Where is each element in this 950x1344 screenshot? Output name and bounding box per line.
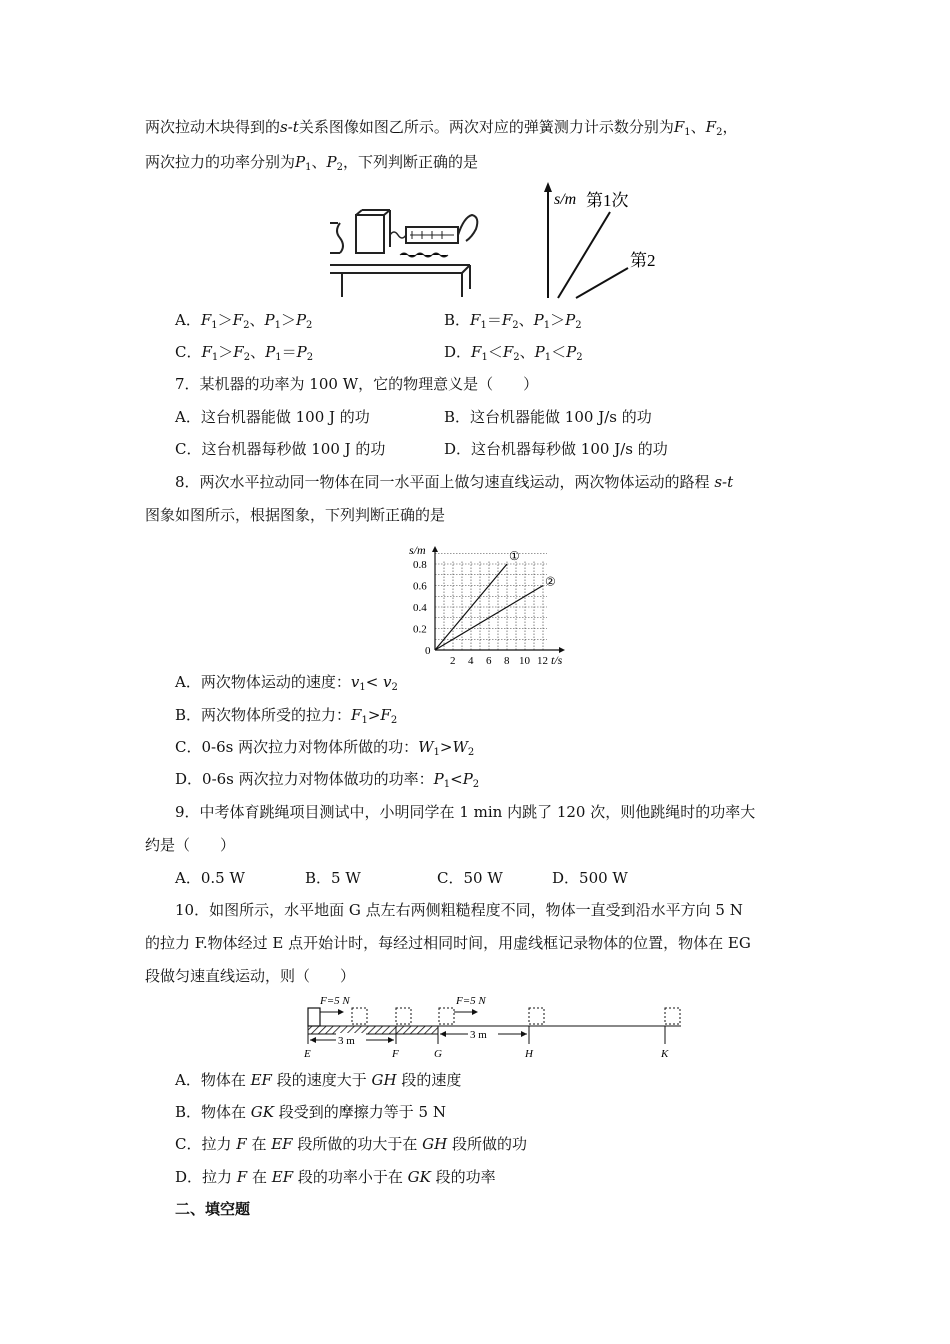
q8-origin-label: 0 [425,645,431,657]
point-h: H [525,1048,533,1060]
q6-stem-line1: 两次拉动木块得到的s-t关系图像如图乙所示。两次对应的弹簧测力计示数分别为$F_1$、$F_2$， [145,118,738,138]
q8-st-chart [400,532,580,664]
q6-stem-line2: 两次拉力的功率分别为$P_1$、$P_2$，下列判断正确的是 [145,153,478,173]
q10-option-d[interactable]: D．拉力 F 在 EF 段的功率小于在 GK 段的功率 [175,1168,496,1186]
q10-option-b[interactable]: B．物体在 GK 段受到的摩擦力等于 5 N [175,1103,446,1121]
q9-option-a[interactable]: A．0.5 W [175,869,245,887]
q10-stem-line3: 段做匀速直线运动，则（ ） [145,967,356,985]
dashed-position-box [529,1008,544,1024]
q7-option-d[interactable]: D．这台机器每秒做 100 J/s 的功 [444,440,668,458]
q6-axis-label: s/m [554,191,577,208]
dashed-position-box [352,1008,367,1024]
section-2-title: 二、填空题 [175,1200,251,1218]
dashed-position-box [439,1008,454,1024]
q10-motion-figure [296,992,691,1062]
q6-option-d[interactable]: D．$F_1<F_2$、$P_1<P_2$ [444,343,583,363]
force-arrow-2 [472,1009,478,1015]
object-box [308,1008,320,1026]
x-tick-label: 12 [537,655,548,664]
point-e: E [304,1048,311,1060]
q6-y-axis-arrow [544,182,552,192]
y-tick-label: 0.4 [413,602,427,614]
point-g: G [434,1048,442,1060]
q6-line-2 [576,268,628,298]
q10-option-c[interactable]: C．拉力 F 在 EF 段所做的功大于在 GH 段所做的功 [175,1135,527,1153]
q8-option-b[interactable]: B．两次物体所受的拉力：$F_1>F_2$ [175,706,398,726]
q8-y-label: s/m [409,543,426,557]
q9-option-d[interactable]: D．500 W [552,869,628,887]
x-tick-label: 10 [519,655,530,664]
rough-surface [308,1026,438,1034]
y-tick-label: 0.8 [413,559,427,571]
x-tick-label: 8 [504,655,510,664]
force-label-2: F=5 N [456,995,486,1007]
q7-option-a[interactable]: A．这台机器能做 100 J 的功 [175,408,370,426]
q7-option-b[interactable]: B．这台机器能做 100 J/s 的功 [444,408,652,426]
q8-stem-line2: 图象如图所示，根据图象，下列判断正确的是 [145,506,446,524]
dist-label-2: 3 m [470,1029,487,1041]
q6-st-graph [520,180,660,300]
dashed-position-box [665,1008,680,1024]
q8-stem-line1: 8．两次水平拉动同一物体在同一水平面上做匀速直线运动，两次物体运动的路程 s-t [175,473,734,491]
x-tick-label: 6 [486,655,492,664]
dist-label-1: 3 m [338,1035,355,1047]
q7-stem: 7．某机器的功率为 100 W，它的物理意义是（ ） [175,375,539,393]
q8-y-axis-arrow [432,546,438,552]
q9-stem-line1: 9．中考体育跳绳项目测试中，小明同学在 1 min 内跳了 120 次，则他跳绳时的功率大 [175,803,756,821]
q6-label-2: 第2 [630,251,656,270]
q8-x-label: t/s [551,653,563,664]
x-tick-label: 4 [468,655,474,664]
force-label-1: F=5 N [320,995,350,1007]
y-tick-label: 0.2 [413,623,427,636]
y-tick-label: 0.6 [413,580,427,593]
q8-option-c[interactable]: C．0-6s 两次拉力对物体所做的功：$W_1>W_2$ [175,738,475,758]
series-label-1: ① [509,549,520,563]
spring-scale-apparatus-figure [330,205,480,300]
q6-option-b[interactable]: B．$F_1=F_2$、$P_1>P_2$ [444,311,582,331]
q9-option-b[interactable]: B．5 W [305,869,361,887]
q9-stem-line2: 约是（ ） [145,836,236,854]
q10-option-a[interactable]: A．物体在 EF 段的速度大于 GH 段的速度 [175,1071,462,1089]
point-k: K [661,1048,669,1060]
q10-stem-line2: 的拉力 F.物体经过 E 点开始计时，每经过相同时间，用虚线框记录物体的位置，物体在 EG [145,934,751,952]
point-f: F [392,1048,399,1060]
series-label-2: ② [545,574,556,589]
q8-grid [435,553,547,650]
q6-line-1 [558,212,610,298]
q6-option-a[interactable]: A．$F_1>F_2$、$P_1>P_2$ [175,311,313,331]
dashed-position-box [396,1008,411,1024]
force-arrow-1 [338,1009,344,1015]
q10-stem-line1: 10．如图所示，水平地面 G 点左右两侧粗糙程度不同，物体一直受到沿水平方向 5 N [175,901,743,919]
q7-option-c[interactable]: C．这台机器每秒做 100 J 的功 [175,440,386,458]
q9-option-c[interactable]: C．50 W [437,869,503,887]
q8-option-a[interactable]: A．两次物体运动的速度：$v_1< v_2$ [175,673,398,693]
q6-label-1: 第1次 [586,191,629,210]
q6-option-c[interactable]: C．$F_1>F_2$、$P_1=P_2$ [175,343,314,363]
q8-option-d[interactable]: D．0-6s 两次拉力对物体做功的功率：$P_1<P_2$ [175,770,480,790]
x-tick-label: 2 [450,655,456,664]
